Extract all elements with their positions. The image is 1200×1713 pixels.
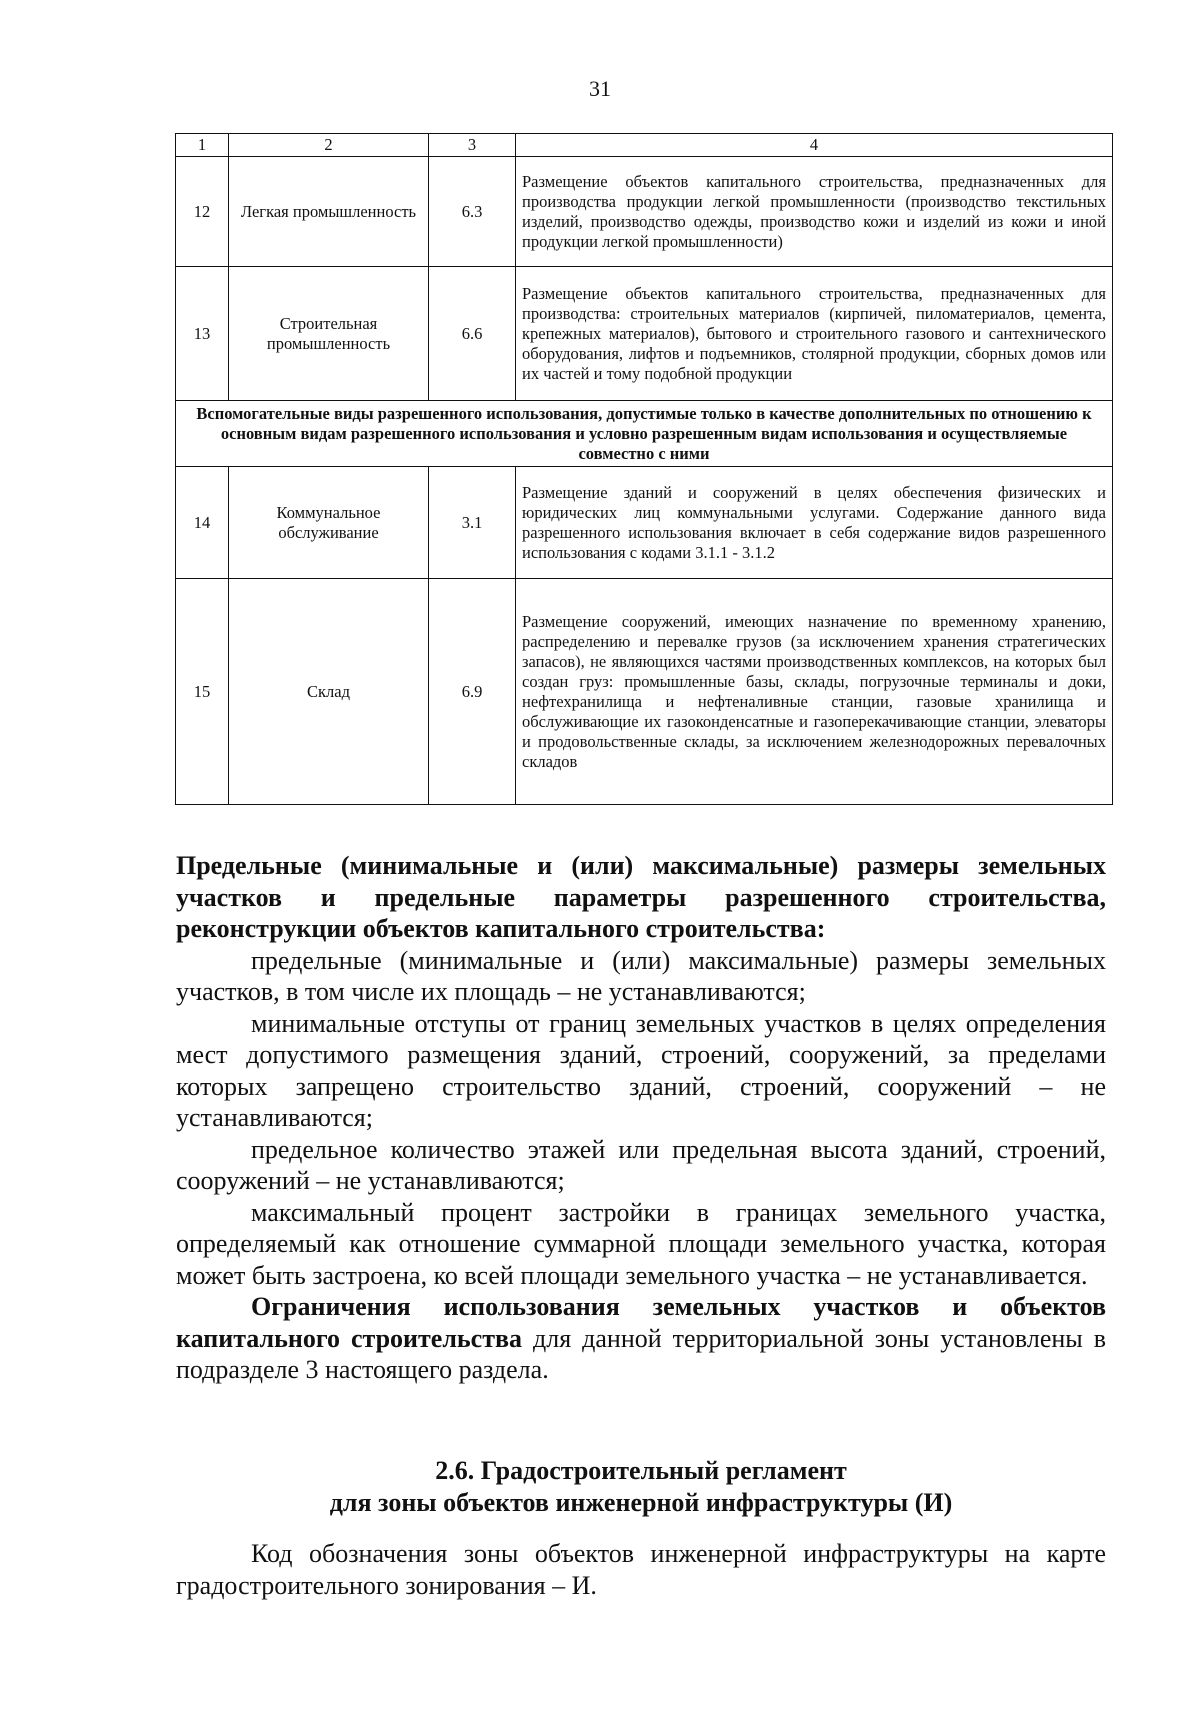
- use-type-name: Легкая промышленность: [229, 157, 429, 267]
- table-row: [176, 579, 1113, 805]
- row-number: 13: [176, 267, 229, 401]
- limits-paragraph: предельное количество этажей или предельная высота зданий, строений, сооружений – не устанавливаются;: [176, 1134, 1106, 1195]
- header-cell: 4: [516, 134, 1113, 157]
- table-row: [176, 267, 1113, 401]
- use-type-code: 3.1: [429, 467, 516, 579]
- page-number: 31: [589, 76, 611, 101]
- limits-heading: Предельные (минимальные и (или) максимальные) размеры земельных участков и предельные параметры разрешенного строительства, реконструкции объектов капитального строительства:: [176, 851, 1106, 943]
- use-type-description: Размещение объектов капитального строительства, предназначенных для производства: строительных материалов (кирпичей, пиломатериалов, цемента, крепежных материалов), бытового и строительного газового и сантехнического оборудования, лифтов и подъемников, столярной продукции, сборных домов или их частей и тому подобной продукции: [516, 267, 1113, 401]
- restrictions-bold: Ограничения использования земельных участков и объектов капитального строительства: [176, 1292, 1106, 1353]
- restrictions-paragraph: [176, 1291, 1106, 1386]
- table-row: [176, 157, 1113, 267]
- use-type-description: Размещение объектов капитального строительства, предназначенных для производства продукции легкой промышленности (производство текстильных изделий, производство одежды, производство кожи и изделий из кожи и иной продукции легкой промышленности): [516, 157, 1113, 267]
- row-number: 12: [176, 157, 229, 267]
- limits-section: [176, 850, 1106, 1386]
- use-type-description: Размещение сооружений, имеющих назначение по временному хранению, распределению и перевалке грузов (за исключением хранения стратегических запасов), не являющихся частями производственных комплексов, на которых был создан груз: промышленные базы, склады, погрузочные терминалы и доки, нефтехранилища и нефтеналивные станции, газовые хранилища и обслуживающие их газоконденсатные и газоперекачивающие станции, элеваторы и продовольственные склады, за исключением железнодорожных перевалочных складов: [516, 579, 1113, 805]
- table-row: [176, 467, 1113, 579]
- land-use-table: [175, 133, 1113, 805]
- limits-paragraph: предельные (минимальные и (или) максимальные) размеры земельных участков, в том числе их площадь – не устанавливаются;: [176, 945, 1106, 1006]
- use-type-name: Склад: [229, 579, 429, 805]
- use-type-code: 6.6: [429, 267, 516, 401]
- section-title-line1: 2.6. Градостроительный регламент: [435, 1456, 847, 1485]
- use-type-code: 6.9: [429, 579, 516, 805]
- row-number: 14: [176, 467, 229, 579]
- zone-code-section: [176, 1538, 1106, 1601]
- section-title-line2: для зоны объектов инженерной инфраструктуры (И): [329, 1487, 953, 1517]
- zone-code-paragraph: Код обозначения зоны объектов инженерной инфраструктуры на карте градостроительного зонирования – И.: [176, 1539, 1106, 1600]
- use-type-description: Размещение зданий и сооружений в целях обеспечения физических и юридических лиц коммунальными услугами. Содержание данного вида разрешенного использования включает в себя содержание видов разрешенного использования с кодами 3.1.1 - 3.1.2: [516, 467, 1113, 579]
- restrictions-rest: для данной территориальной зоны установлены в подразделе 3 настоящего раздела.: [176, 1323, 1106, 1384]
- limits-paragraph: максимальный процент застройки в границах земельного участка, определяемый как отношение суммарной площади земельного участка, которая может быть застроена, ко всей площади земельного участка – не устанавливается.: [176, 1197, 1106, 1290]
- limits-paragraph: минимальные отступы от границ земельных участков в целях определения мест допустимого размещения зданий, строений, сооружений, за пределами которых запрещено строительство зданий, строений, сооружений – не устанавливаются;: [176, 1008, 1106, 1132]
- use-type-code: 6.3: [429, 157, 516, 267]
- auxiliary-uses-heading: Вспомогательные виды разрешенного использования, допустимые только в качестве дополнительных по отношению к основным видам разрешенного использования и условно разрешенным видам использования и осуществляемые совместно с ними: [176, 401, 1113, 467]
- use-type-name: Строительная промышленность: [229, 267, 429, 401]
- header-cell: 2: [229, 134, 429, 157]
- use-type-name: Коммунальное обслуживание: [229, 467, 429, 579]
- header-cell: 1: [176, 134, 229, 157]
- header-cell: 3: [429, 134, 516, 157]
- table-header-row: [176, 134, 1113, 157]
- section-title: [176, 1455, 1106, 1518]
- row-number: 15: [176, 579, 229, 805]
- auxiliary-heading-row: [176, 401, 1113, 467]
